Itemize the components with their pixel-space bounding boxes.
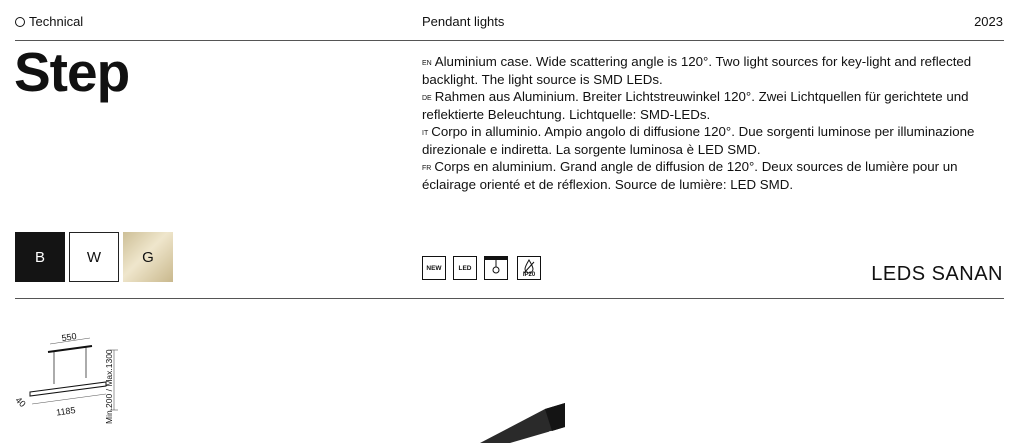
product-type: Pendant lights [422, 14, 505, 29]
year: 2023 [974, 14, 1003, 29]
product-photo [470, 395, 580, 443]
brand-name: LEDS SANAN [871, 263, 1003, 285]
description-fr [422, 158, 1012, 193]
description-it [422, 123, 1012, 158]
description-en [422, 53, 1012, 88]
ip-rating: IP20 [522, 272, 536, 278]
description-text: Aluminium case. Wide scattering angle is 120°. Two light sources for key-light and reflected backlight. The light source is SMD LEDs. [422, 54, 972, 87]
ip20-badge [517, 256, 541, 280]
header-divider [15, 40, 1004, 41]
product-title: Step [14, 41, 130, 103]
circle-icon [15, 17, 25, 27]
dim-width: 550 [60, 330, 78, 344]
category-text: Technical [29, 14, 84, 29]
section-divider [15, 298, 1004, 299]
description-text: Rahmen aus Aluminium. Breiter Lichtstreuwinkel 120°. Zwei Lichtquellen für gerichtete und reflektierte Beleuchtung. Lichtquelle: SMD-LEDs. [422, 89, 969, 122]
dim-length: 1185 [55, 405, 77, 418]
lang-code: EN [422, 60, 432, 67]
new-badge: NEW [422, 256, 446, 280]
dim-height: Min.200 / Max.1300 [104, 349, 114, 424]
pendant-mount-icon [484, 256, 508, 280]
category-label [15, 14, 83, 29]
color-swatch-gold[interactable]: G [123, 232, 173, 282]
product-description [422, 53, 1012, 193]
lang-code: IT [422, 130, 429, 137]
description-text: Corpo in alluminio. Ampio angolo di diffusione 120°. Due sorgenti luminose per illuminazione direzionale e indiretta. La sorgente luminosa è LED SMD. [422, 124, 975, 157]
dim-depth: 40 [13, 394, 28, 410]
color-swatch-black[interactable]: B [15, 232, 65, 282]
dimension-drawing [10, 322, 135, 432]
luminaire-bar [30, 382, 106, 396]
canopy [48, 346, 92, 352]
color-swatch-white[interactable]: W [69, 232, 119, 282]
lang-code: FR [422, 165, 432, 172]
led-badge: LED [453, 256, 477, 280]
lang-code: DE [422, 95, 432, 102]
description-text: Corps en aluminium. Grand angle de diffusion de 120°. Deux sources de lumière pour un éclairage orienté et de réflexion. Source de lumière: LED SMD. [422, 159, 958, 192]
description-de [422, 88, 1012, 123]
